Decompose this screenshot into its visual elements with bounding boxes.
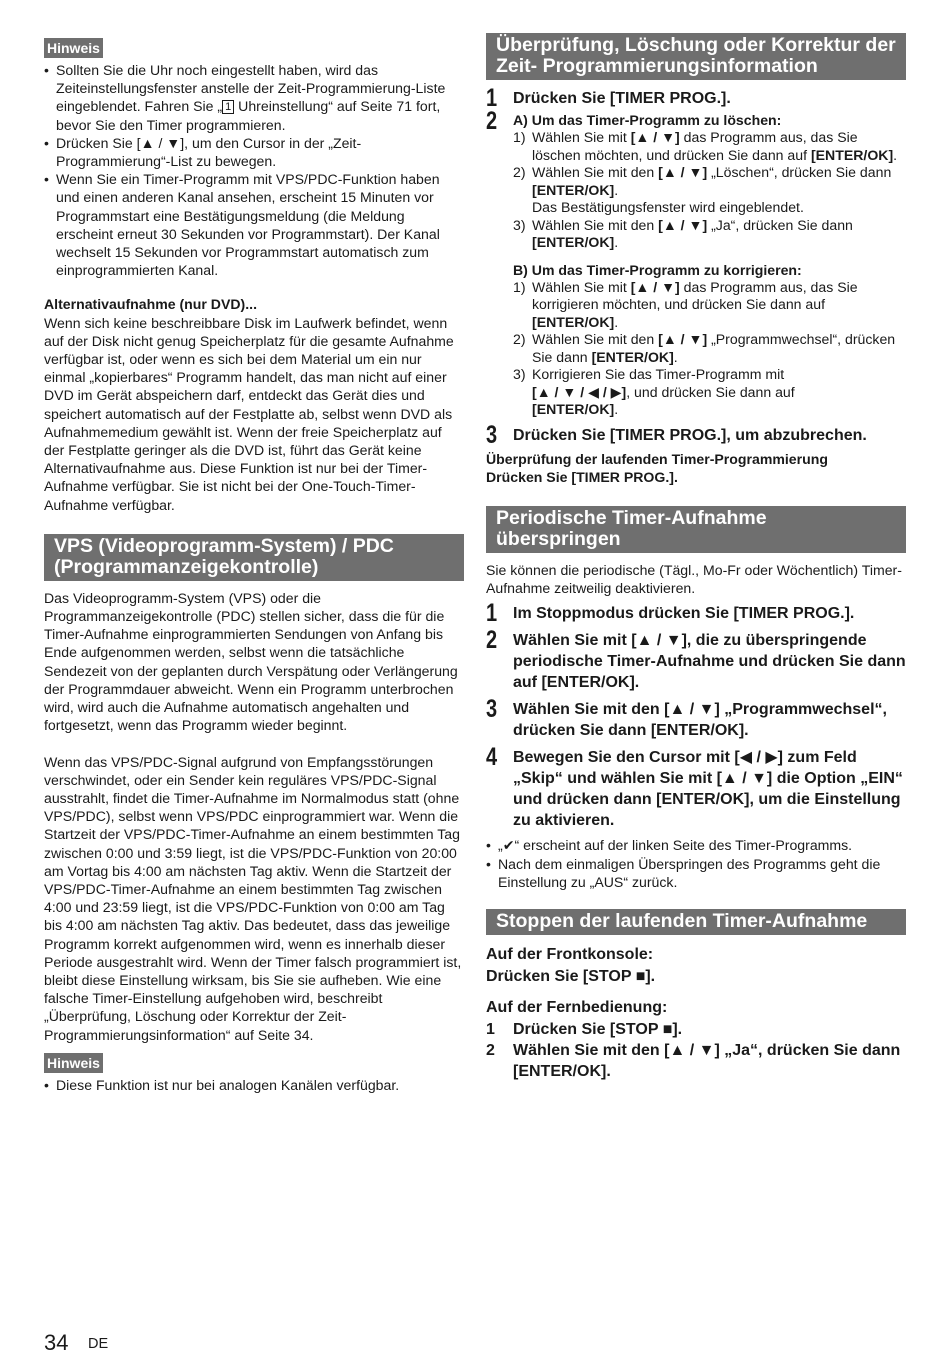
right-column (486, 33, 906, 1082)
list-item: 3) Korrigieren Sie das Timer-Programm mit [▲ / ▼ / ◀ / ▶], und drücken Sie dann auf [ENTER/OK]. (513, 366, 795, 417)
step-2: 2 A) Um das Timer-Programm zu löschen: 1) Wählen Sie mit [▲ / ▼] das Programm aus, das Sie löschen möchten, und drücken Sie dann auf [ENTER/OK]. 2) Wählen Sie mit den [▲ / ▼] „Löschen“, drücken Sie dann [ENTER/OK]. Das Bestätigungsfenster wird eingeblendet. 3) Wählen Sie mit den [▲ / ▼] „Ja“, drücken Sie dann [ENTER/OK]. B) Um das Timer-Programm zu korrigieren: 1) Wählen Sie mit [▲ / ▼] das Programm aus, das Sie korrigieren möchten, und drücken Sie dann auf [ENTER/OK]. 2) Wählen Sie mit den [▲ / ▼] „Programmwechsel“, drücken Sie dann [ENTER/OK]. 3) Korrigieren Sie das Timer-Programm mit [▲ / ▼ / ◀ / ▶], und drücken Sie dann auf [ENTER/OK]. (486, 111, 906, 419)
skip-step-2: 2 Wählen Sie mit [▲ / ▼], die zu überspringende periodische Timer-Aufnahme und drücken Sie dann auf [ENTER/OK]. (486, 626, 906, 692)
remote-step-1: 1 Drücken Sie [STOP ■]. (486, 1020, 683, 1038)
note-item: • „✔“ erscheint auf der linken Seite des Timer-Programms. (486, 836, 906, 854)
note-item: • Nach dem einmaligen Überspringen des Programms geht die Einstellung zu „AUS“ zurück. (486, 855, 906, 891)
skip-step-3: 3 Wählen Sie mit den [▲ / ▼] „Programmwechsel“, drücken Sie dann [ENTER/OK]. (486, 695, 887, 740)
remote-step-2: 2 Wählen Sie mit den [▲ / ▼] „Ja“, drücken Sie dann [ENTER/OK]. (486, 1041, 901, 1080)
vps-heading: VPS (Videoprogramm-System) / PDC (Programmanzeigekontrolle) (44, 534, 464, 581)
list-item: 1) Wählen Sie mit [▲ / ▼] das Programm aus, das Sie korrigieren möchten, und drücken Sie dann auf [ENTER/OK]. (513, 278, 858, 330)
check-heading: Überprüfung, Löschung oder Korrektur der Zeit- Programmierungsinformation (486, 33, 906, 80)
sub-heading-correct: B) Um das Timer-Programm zu korrigieren: (513, 261, 802, 278)
skip-heading: Periodische Timer-Aufnahme überspringen (486, 506, 906, 553)
hinweis-list (44, 1076, 464, 1094)
running-check-text: Drücken Sie [TIMER PROG.]. (486, 468, 678, 485)
front-panel-title: Auf der Frontkonsole: (486, 945, 654, 963)
hinweis-item: • Drücken Sie [▲ / ▼], um den Cursor in der „Zeit-Programmierung“-List zu bewegen. (44, 134, 464, 170)
step-1: 1 Drücken Sie [TIMER PROG.]. (486, 84, 731, 112)
list-item: 2) Wählen Sie mit den [▲ / ▼] „Programmwechsel“, drücken Sie dann [ENTER/OK]. (513, 331, 896, 365)
skip-intro: Sie können die periodische (Tägl., Mo-Fr oder Wöchentlich) Timer-Aufnahme zeitweilig deaktivieren. (486, 561, 902, 597)
step-3: 3 Drücken Sie [TIMER PROG.], um abzubrechen. (486, 420, 867, 449)
correct-steps (513, 279, 906, 419)
list-item: 2) Wählen Sie mit den [▲ / ▼] „Löschen“, drücken Sie dann [ENTER/OK]. Das Bestätigungsfenster wird eingeblendet. (513, 164, 892, 215)
page-number: 34 (44, 1330, 69, 1355)
alt-recording-title: Alternativaufnahme (nur DVD)... (44, 296, 257, 313)
skip-step-4: 4 Bewegen Sie den Cursor mit [◀ / ▶] zum Feld „Skip“ und wählen Sie mit [▲ / ▼] die Option „EIN“ und drücken dann [ENTER/OK], um die Einstellung zu aktivieren. (486, 743, 903, 830)
hinweis-badge: Hinweis (44, 38, 103, 58)
hinweis-badge: Hinweis (44, 1053, 103, 1073)
delete-steps (513, 129, 906, 252)
vps-paragraph-1: Das Videoprogramm-System (VPS) oder die Programmanzeigekontrolle (PDC) stellen sicher, dass die für die Timer-Aufnahme einprogrammierten Sendungen von Anfang bis Ende aufgenommen werden, selbst wenn die tatsächliche Sendezeit von der geplanten durch Verspätung oder Verlängerung der Programmdauer abweicht. Wenn ein Programm unterbrochen wird, wird auch die Aufnahme automatisch angehalten und fortgesetzt, wenn das Programm wieder beginnt. (44, 589, 458, 734)
list-item: 3) Wählen Sie mit den [▲ / ▼] „Ja“, drücken Sie dann [ENTER/OK]. (513, 216, 853, 250)
sub-heading-delete: A) Um das Timer-Programm zu löschen: (513, 112, 782, 128)
hinweis-list (44, 61, 464, 279)
page-language: DE (88, 1336, 109, 1352)
hinweis-item: • Wenn Sie ein Timer-Programm mit VPS/PDC-Funktion haben und einen anderen Kanal ansehen, erscheint 15 Minuten vor Programmstart eine Bestätigungsmeldung (die Meldung erscheint erneut 30 Sekunden vor Programmstart). Der Kanal wechselt 15 Sekunden vor Programmstart automatisch zum einprogrammierten Kanal. (44, 170, 464, 279)
skip-notes (486, 836, 906, 891)
remote-title: Auf der Fernbedienung: (486, 998, 668, 1016)
hinweis-item: • Diese Funktion ist nur bei analogen Kanälen verfügbar. (44, 1076, 464, 1094)
vps-paragraph-2: Wenn das VPS/PDC-Signal aufgrund von Empfangsstörungen verschwindet, oder ein Sender kein reguläres VPS/PDC-Signal ausstrahlt, findet die Timer-Aufnahme im Normalmodus statt (ohne VPS/PDC), selbst wenn VPS/PDC einprogrammiert war. Wenn die Startzeit der VPS/PDC-Timer-Aufnahme an einem bestimmten Tag zwischen 0:00 und 3:59 liegt, ist die VPS/PDC-Funktion von 20:00 am Vortag bis 4:00 am nächsten Tag aktiv. Wenn die Startzeit der VPS/PDC-Timer-Aufnahme an einem bestimmten Tag zwischen 4:00 und 23:59 liegt, ist die VPS/PDC-Funktion von 0:00 am Tag bis 4:00 am nächsten Tag aktiv. Das bedeutet, dass das jeweilige Programm korrekt aufgenommen wird, wenn es innerhalb dieser Periode ausgestrahlt wird. Wenn der Timer falsch programmiert ist, bleibt diese Einstellung wirksam, bis Sie sie aufheben. Wie eine falsche Timer-Einstellung aufgehoben wird, beschreibt „Überprüfung, Löschung oder Korrektur der Zeit-Programmierungsinformation“ auf Seite 34. (44, 753, 462, 1043)
alt-recording-text: Wenn sich keine beschreibbare Disk im Laufwerk befindet, wenn auf der Disk nicht genug Speicherplatz für die gesamte Aufnahme verfügbar ist, oder wenn es sich bei dem Material um ein nur einmal „kopierbares“ Programm handelt, das man nicht auf einer DVD im Gerät abspeichern darf, entdeckt das Gerät dies und speichert automatisch auf der Festplatte ab, selbst wenn DVD als Aufnahmemedium gewählt ist. Wenn der freie Speicherplatz auf der Festplatte geringer als die DVD ist, führt das Gerät keine Alternativaufnahme aus. Diese Funktion ist nur bei der Timer-Aufnahme verfügbar. Sie ist nicht bei der One-Touch-Timer-Aufnahme verfügbar. (44, 314, 454, 513)
skip-step-1: 1 Im Stoppmodus drücken Sie [TIMER PROG.]. (486, 599, 855, 628)
left-column (44, 36, 464, 1094)
list-item: 1) Wählen Sie mit [▲ / ▼] das Programm aus, das Sie löschen möchten, und drücken Sie dann auf [ENTER/OK]. (513, 129, 898, 163)
running-check-title: Überprüfung der laufenden Timer-Programmierung (486, 450, 828, 467)
stop-heading: Stoppen der laufenden Timer-Aufnahme (486, 909, 906, 935)
hinweis-item: • Sollten Sie die Uhr noch eingestellt haben, wird das Zeiteinstellungsfenster anstelle der Zeit-Programmierung-Liste eingeblendet. Fahren Sie „ 1 Uhreinstellung“ auf Seite 71 fort, bevor Sie den Timer programmieren. (44, 61, 464, 134)
front-panel-text: Drücken Sie [STOP ■]. (486, 967, 656, 985)
step-ref-box: 1 (222, 100, 234, 114)
